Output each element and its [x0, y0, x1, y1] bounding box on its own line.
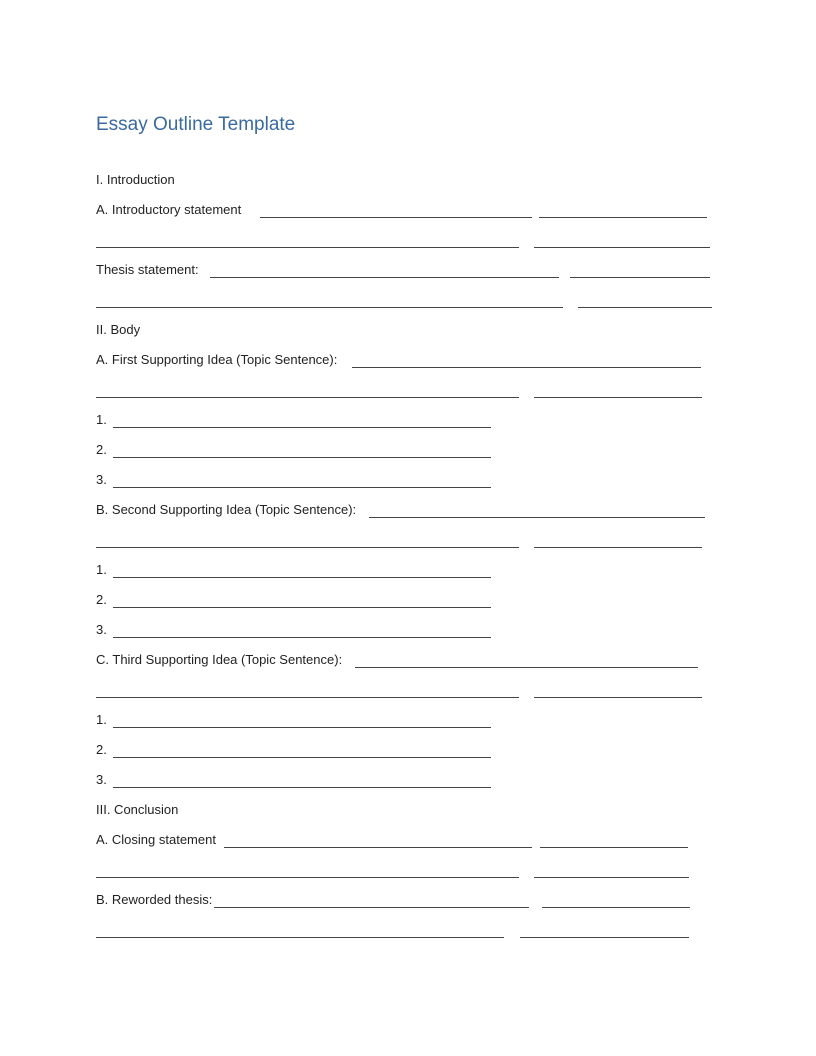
answer-line[interactable] — [113, 577, 491, 578]
answer-line[interactable] — [540, 847, 688, 848]
first-idea-point-1 — [96, 412, 716, 432]
thesis-statement-row — [96, 262, 716, 282]
first-idea-point-2 — [96, 442, 716, 462]
answer-line[interactable] — [113, 427, 491, 428]
point-number: 1. — [96, 412, 107, 427]
section-heading-label: III. Conclusion — [96, 802, 179, 817]
answer-line[interactable] — [542, 907, 690, 908]
answer-line[interactable] — [352, 367, 701, 368]
third-idea-point-1 — [96, 712, 716, 732]
section-introduction-heading — [96, 172, 716, 192]
page-title: Essay Outline Template — [96, 114, 296, 135]
answer-line[interactable] — [96, 247, 519, 248]
answer-line[interactable] — [520, 937, 689, 938]
section-heading-label: I. Introduction — [96, 172, 175, 187]
answer-line[interactable] — [113, 637, 491, 638]
point-number: 2. — [96, 442, 107, 457]
third-idea-point-2 — [96, 742, 716, 762]
second-supporting-idea-row — [96, 502, 716, 522]
field-label: B. Second Supporting Idea (Topic Sentence): — [96, 502, 357, 517]
third-supporting-idea-continuation — [96, 682, 716, 702]
answer-line[interactable] — [224, 847, 532, 848]
answer-line[interactable] — [96, 547, 519, 548]
thesis-statement-continuation — [96, 292, 716, 312]
point-number: 2. — [96, 742, 107, 757]
second-idea-point-2 — [96, 592, 716, 612]
third-idea-point-3 — [96, 772, 716, 792]
answer-line[interactable] — [96, 307, 563, 308]
field-label: A. Introductory statement — [96, 202, 242, 217]
field-label: B. Reworded thesis: — [96, 892, 213, 907]
answer-line[interactable] — [534, 397, 702, 398]
second-idea-point-3 — [96, 622, 716, 642]
answer-line[interactable] — [96, 877, 519, 878]
introductory-statement-continuation — [96, 232, 716, 252]
section-body-heading — [96, 322, 716, 342]
first-idea-point-3 — [96, 472, 716, 492]
answer-line[interactable] — [96, 697, 519, 698]
point-number: 3. — [96, 622, 107, 637]
answer-line[interactable] — [539, 217, 707, 218]
first-supporting-idea-continuation — [96, 382, 716, 402]
reworded-thesis-continuation — [96, 922, 716, 942]
answer-line[interactable] — [113, 457, 491, 458]
point-number: 1. — [96, 712, 107, 727]
field-label: A. First Supporting Idea (Topic Sentence): — [96, 352, 338, 367]
point-number: 3. — [96, 472, 107, 487]
third-supporting-idea-row — [96, 652, 716, 672]
answer-line[interactable] — [534, 877, 689, 878]
answer-line[interactable] — [96, 937, 504, 938]
field-label: A. Closing statement — [96, 832, 216, 847]
answer-line[interactable] — [578, 307, 712, 308]
point-number: 1. — [96, 562, 107, 577]
answer-line[interactable] — [570, 277, 710, 278]
first-supporting-idea-row — [96, 352, 716, 372]
introductory-statement-row — [96, 202, 716, 222]
answer-line[interactable] — [355, 667, 698, 668]
answer-line[interactable] — [113, 757, 491, 758]
point-number: 2. — [96, 592, 107, 607]
second-idea-point-1 — [96, 562, 716, 582]
closing-statement-row — [96, 832, 716, 852]
closing-statement-continuation — [96, 862, 716, 882]
answer-line[interactable] — [113, 607, 491, 608]
answer-line[interactable] — [260, 217, 532, 218]
point-number: 3. — [96, 772, 107, 787]
answer-line[interactable] — [210, 277, 559, 278]
field-label: Thesis statement: — [96, 262, 199, 277]
answer-line[interactable] — [113, 787, 491, 788]
reworded-thesis-row — [96, 892, 716, 912]
section-heading-label: II. Body — [96, 322, 141, 337]
answer-line[interactable] — [96, 397, 519, 398]
section-conclusion-heading — [96, 802, 716, 822]
answer-line[interactable] — [534, 547, 702, 548]
second-supporting-idea-continuation — [96, 532, 716, 552]
answer-line[interactable] — [214, 907, 529, 908]
answer-line[interactable] — [534, 247, 710, 248]
answer-line[interactable] — [113, 727, 491, 728]
field-label: C. Third Supporting Idea (Topic Sentence): — [96, 652, 343, 667]
answer-line[interactable] — [113, 487, 491, 488]
answer-line[interactable] — [534, 697, 702, 698]
answer-line[interactable] — [369, 517, 705, 518]
